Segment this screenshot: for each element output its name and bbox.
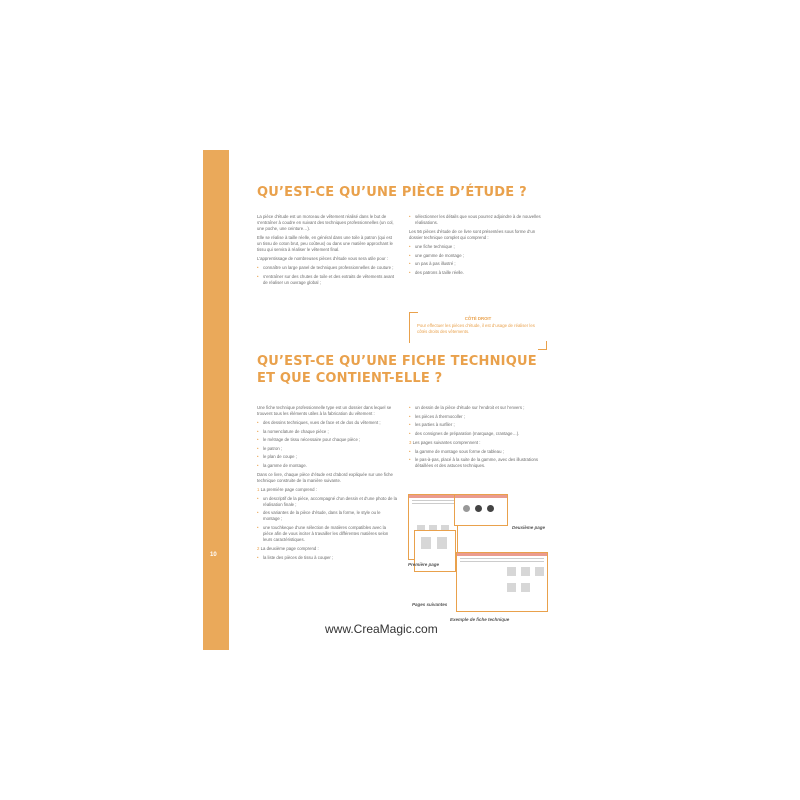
bullet-list — [409, 405, 549, 437]
callout-frame-corner — [538, 341, 547, 350]
drawing-thumbnail — [421, 537, 431, 549]
list-item: • un pas à pas illustré ; — [409, 261, 549, 267]
bullet-list — [257, 496, 397, 543]
list-item: • les parties à surfiler ; — [409, 422, 549, 428]
step-illustration — [521, 567, 530, 576]
list-item: • une touchkeque d’une sélection de matières compatibles avec la pièce afin de vous inciter à travailler les différentes matières selon leurs caractéristiques. — [257, 525, 397, 543]
callout-title: CÔTÉ DROIT — [464, 316, 492, 321]
text-line — [412, 503, 454, 504]
material-swatch — [463, 505, 470, 512]
list-item: • la gamme de montage. — [257, 463, 397, 469]
paragraph: Elle se réalise à taille réelle, en général dans une toile à patron (qui est un tissu de coton brut, peu coûteux) ou dans une matière approchant le tissu qui servira à réaliser le vêtement final. — [257, 235, 393, 252]
bullet-list — [409, 244, 549, 276]
side-tab-title: AVANT-PROPOS — [179, 321, 199, 480]
list-item: • le patron ; — [257, 446, 397, 452]
list-item: • des consignes de préparation (marquage, crantage…). — [409, 431, 549, 437]
list-item: • des patrons à taille réelle. — [409, 270, 549, 276]
figure-label-first-page: Première page — [408, 562, 440, 567]
list-item: • une gamme de montage ; — [409, 253, 549, 259]
bullet-list — [409, 214, 549, 226]
list-item: • s’entraîner sur des chutes de toile et des extraits de vêtements avant de réaliser un ouvrage global ; — [257, 274, 397, 286]
list-item: • la nomenclature de chaque pièce ; — [257, 429, 397, 435]
step-number: 1 — [257, 486, 260, 492]
figure-label-second-page: Deuxième page — [512, 525, 546, 530]
list-item: • le pas-à-pas, placé à la suite de la gamme, avec des illustrations détaillées et des astuces techniques. — [409, 457, 549, 469]
material-swatch — [487, 505, 494, 512]
step-illustration — [507, 567, 516, 576]
list-item: • des dessins techniques, vues de face et de dos du vêtement ; — [257, 420, 397, 426]
step-number: 3 — [409, 439, 412, 445]
callout-box — [409, 312, 547, 350]
material-swatch — [475, 505, 482, 512]
list-item: • un dessin de la pièce d’étude sur l’endroit et sur l’envers ; — [409, 405, 549, 411]
list-item: • des variantes de la pièce d’étude, dans la forme, le style ou le montage ; — [257, 510, 397, 522]
list-item: • la gamme de montage sous forme de tableau ; — [409, 449, 549, 455]
section2-heading-line1: QU’EST-CE QU’UNE FICHE TECHNIQUE — [257, 354, 537, 369]
page-number: 10 — [210, 552, 217, 558]
step-illustration — [507, 583, 516, 592]
section2-heading — [257, 353, 537, 387]
figure-caption: Exemple de fiche technique — [450, 617, 510, 622]
list-item: • la liste des pièces de tissu à couper ; — [257, 555, 397, 561]
paragraph: Dans ce livre, chaque pièce d’étude est d’abord expliquée sur une fiche technique construite de la manière suivante. — [257, 471, 393, 483]
paragraph — [409, 440, 549, 446]
step-text: La deuxième page comprend : — [260, 545, 319, 551]
watermark-text: www.CreaMagic.com — [325, 622, 438, 636]
section2-heading-line2: ET QUE CONTIENT-ELLE ? — [257, 371, 443, 386]
paragraph: L’apprentissage de nombreuses pièces d’étude vous sera utile pour : — [257, 256, 388, 261]
thumbnail-header-bar — [457, 553, 547, 556]
paragraph: Une fiche technique professionnelle type est un dossier dans lequel se trouvent tous les éléments utiles à la fabrication du vêtement : — [257, 405, 392, 416]
step-number: 2 — [257, 545, 260, 551]
section1-right-column — [409, 214, 549, 279]
second-page-thumbnail — [454, 494, 508, 526]
section1-heading: QU’EST-CE QU’UNE PIÈCE D’ÉTUDE ? — [257, 185, 527, 200]
paragraph: La pièce d’étude est un morceau de vêtement réalisé dans le but de s’entraîner à coudre en suivant des techniques professionnelles (un col, une poche, une ceinture…). — [257, 214, 394, 231]
bullet-list — [257, 420, 397, 469]
bullet-list — [409, 449, 549, 470]
text-line — [412, 500, 454, 501]
step-illustration — [535, 567, 544, 576]
paragraph: Les 56 pièces d’étude de ce livre sont présentées sous forme d’un dossier technique complet qui comprend : — [409, 229, 536, 240]
thumbnail-header-bar — [455, 495, 507, 498]
callout-text: Pour effectuer les pièces d’étude, il est d’usage de réaliser les côtés droits des vêtements. — [417, 323, 535, 334]
drawing-thumbnail — [437, 537, 447, 549]
section1-left-column — [257, 214, 397, 289]
paragraph — [257, 487, 397, 493]
text-line — [460, 561, 544, 562]
bullet-list — [257, 265, 397, 286]
following-pages-thumbnail — [456, 552, 548, 612]
step-text: La première page comprend : — [260, 486, 317, 492]
section2-right-column — [409, 405, 549, 472]
list-item: • connaître un large panel de techniques professionnelles de couture ; — [257, 265, 397, 271]
list-item: • le métrage de tissu nécessaire pour chaque pièce ; — [257, 437, 397, 443]
bullet-list — [257, 555, 397, 561]
list-item: • le plan de coupe ; — [257, 454, 397, 460]
text-line — [460, 558, 544, 559]
step-illustration — [521, 583, 530, 592]
list-item: • une fiche technique ; — [409, 244, 549, 250]
list-item: • sélectionner les détails que vous pourrez adjoindre à de nouvelles réalisations. — [409, 214, 549, 226]
list-item: • un descriptif de la pièce, accompagné d’un dessin et d’une photo de la réalisation finale ; — [257, 496, 397, 508]
section2-left-column — [257, 405, 397, 564]
side-tab — [179, 150, 229, 650]
thumbnail-header-bar — [409, 495, 457, 498]
paragraph — [257, 546, 397, 552]
figure-label-following-pages: Pages suivantes — [412, 602, 448, 607]
step-text: Les pages suivantes comprennent : — [412, 439, 481, 445]
list-item: • les pièces à thermocoller ; — [409, 414, 549, 420]
